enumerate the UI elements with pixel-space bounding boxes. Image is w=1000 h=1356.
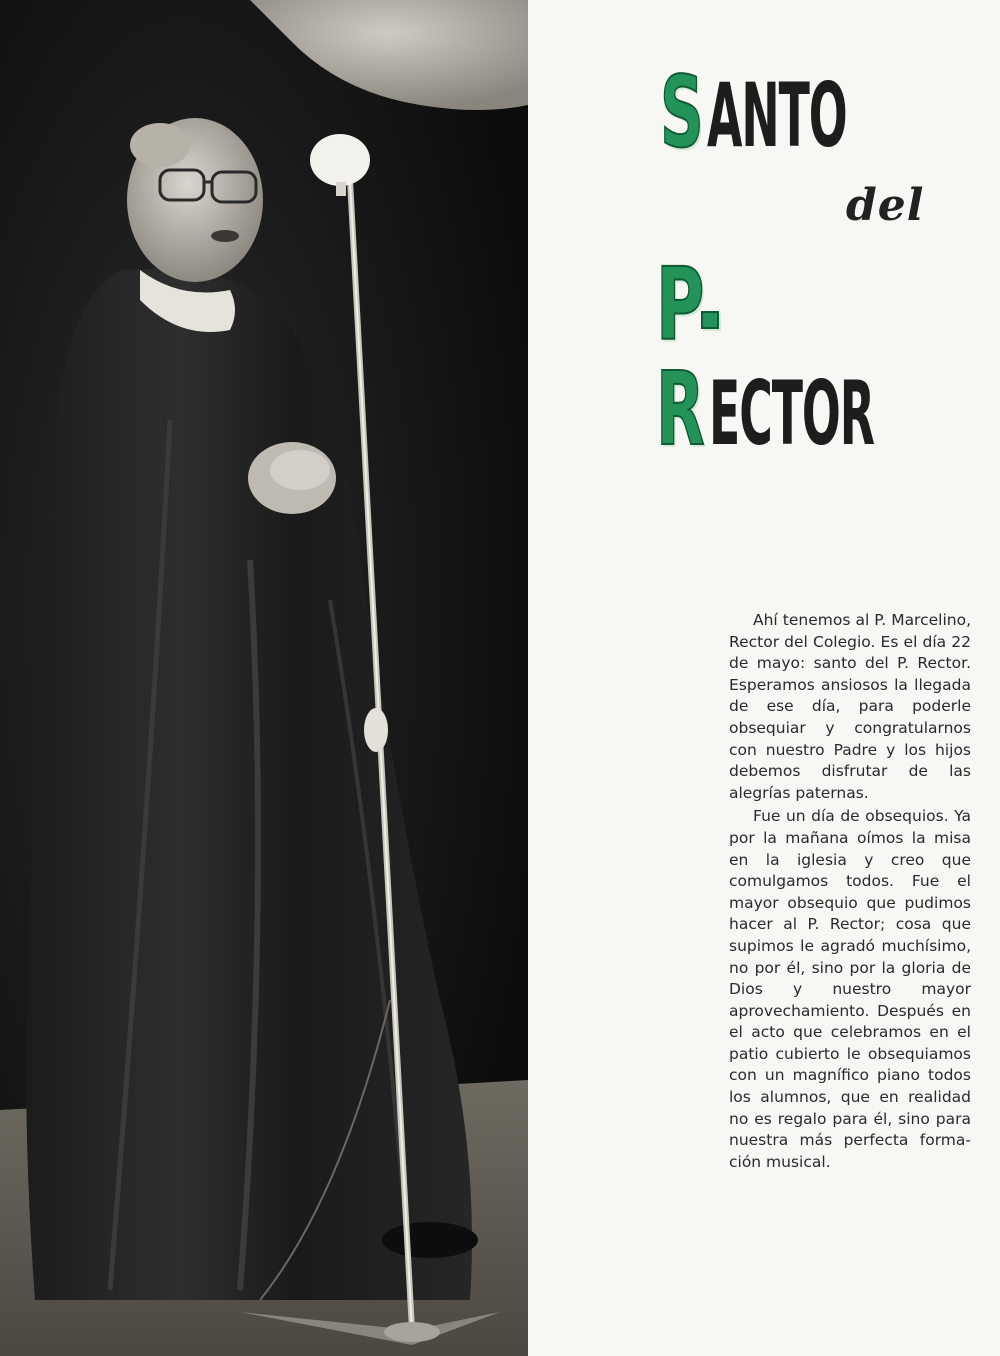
- initial-p: P: [656, 246, 704, 363]
- paragraph: Ahí tenemos al P. Marcelino, Rector del Colegio. Es el día 22 de mayo: santo del P. Rector. Esperamos ansiosos la llegada de ese día, para poderle obsequiar y congratularnos con nuestro Padre y los hijos debemos disfrutar de las alegrías paternas.: [729, 611, 971, 802]
- paragraph: Fue un día de obsequios. Ya por la mañana oímos la misa en la iglesia y creo que comulgamos todos. Fue el mayor obsequio que pudimos hacer al P. Rector; cosa que supimos le agradó muchísimo, no por él, sino por la gloria de Dios y nuestro mayor aprovechamiento. Después en el acto que celebramos en el patio cubierto le obsequiamos con un magnífico piano todos los alumnos, que en realidad no es regalo para él, sino para nuestra más perfecta formación musical.: [729, 807, 971, 1171]
- headline-word-ector: ECTOR: [708, 362, 874, 465]
- headline-line-p: [656, 246, 719, 363]
- headline-word-anto: ANTO: [706, 64, 847, 167]
- period-square: [701, 311, 719, 329]
- initial-s: S: [660, 56, 703, 170]
- headline-line-rector: [656, 350, 1000, 469]
- article-body: [729, 610, 971, 1173]
- initial-r: R: [656, 350, 704, 469]
- headline-word-del: del: [846, 180, 925, 231]
- headline-line-santo: [660, 56, 975, 170]
